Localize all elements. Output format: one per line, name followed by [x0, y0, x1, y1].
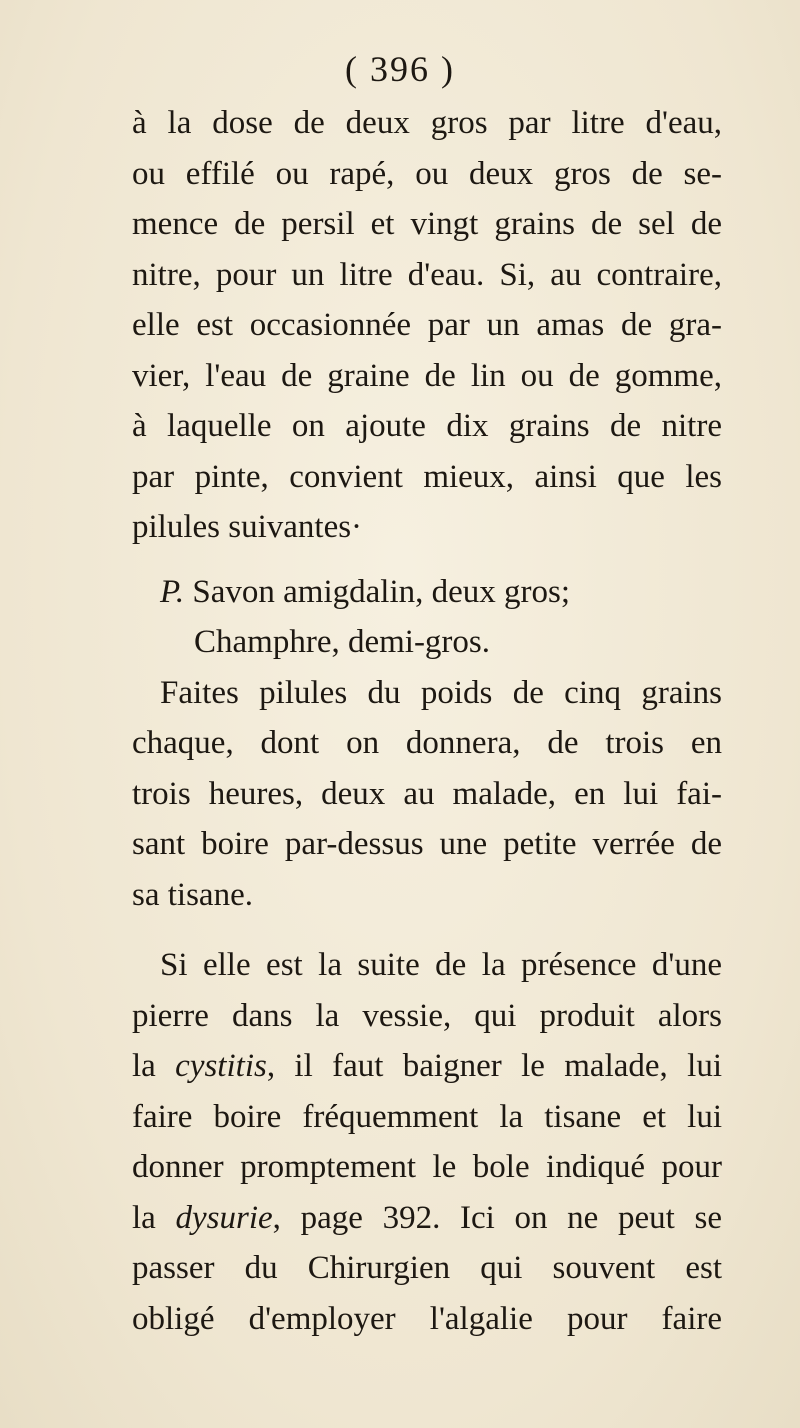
text-line: vier, l'eau de graine de lin ou de gomme,	[132, 357, 722, 394]
text-line: faire boire fréquemment la tisane et lui	[132, 1098, 722, 1135]
prescription-text: Savon amigdalin, deux gros;	[184, 573, 571, 610]
text-line: passer du Chirurgien qui souvent est	[132, 1250, 722, 1286]
italic-term: cystitis	[175, 1048, 267, 1084]
text-fragment: , il faut baigner le malade, lui	[266, 1048, 722, 1084]
text-line: pilules suivantes·	[132, 509, 363, 545]
text-line: pierre dans la vessie, qui produit alors	[132, 997, 722, 1034]
text-line: donner promptement le bole indiqué pour	[132, 1149, 722, 1185]
text-line: Faites pilules du poids de cinq grains	[160, 674, 722, 711]
prescription	[132, 567, 722, 668]
paragraph-1	[132, 98, 722, 553]
text-line: à laquelle on ajoute dix grains de nitre	[132, 408, 722, 444]
text-fragment: , page 392. Ici on ne peut se	[272, 1199, 722, 1236]
text-line: par pinte, convient mieux, ainsi que les	[132, 458, 722, 495]
text-fragment: la	[132, 1199, 176, 1236]
text-line: Si elle est la suite de la présence d'une	[160, 947, 722, 983]
text-line: chaque, dont on donnera, de trois en	[132, 725, 722, 761]
text-line: sant boire par-dessus une petite verrée de	[132, 826, 722, 862]
text-line: trois heures, deux au malade, en lui fai-	[132, 775, 722, 812]
prescription-line: Champhre, demi-gros.	[194, 624, 491, 660]
text-line: sa tisane.	[132, 876, 253, 913]
text-line	[132, 1193, 722, 1244]
text-fragment: la	[132, 1048, 176, 1084]
text-line	[132, 1041, 722, 1092]
text-line: elle est occasionnée par un amas de gra-	[132, 307, 722, 343]
paragraph-2	[132, 668, 722, 921]
spacer	[132, 920, 722, 940]
text-line: nitre, pour un litre d'eau. Si, au contraire,	[132, 256, 722, 293]
prescription-line	[132, 567, 722, 618]
spacer	[132, 553, 722, 567]
text-line: mence de persil et vingt grains de sel de	[132, 206, 722, 242]
text-line: à la dose de deux gros par litre d'eau,	[132, 105, 722, 141]
page-number: ( 396 )	[345, 49, 455, 89]
prescription-marker: P.	[160, 573, 185, 610]
text-line: obligé d'employer l'algalie pour faire	[132, 1300, 722, 1337]
paragraph-3	[132, 940, 722, 1344]
italic-term: dysurie	[175, 1199, 273, 1236]
page-body	[132, 98, 722, 1344]
text-line: ou effilé ou rapé, ou deux gros de se-	[132, 155, 722, 192]
